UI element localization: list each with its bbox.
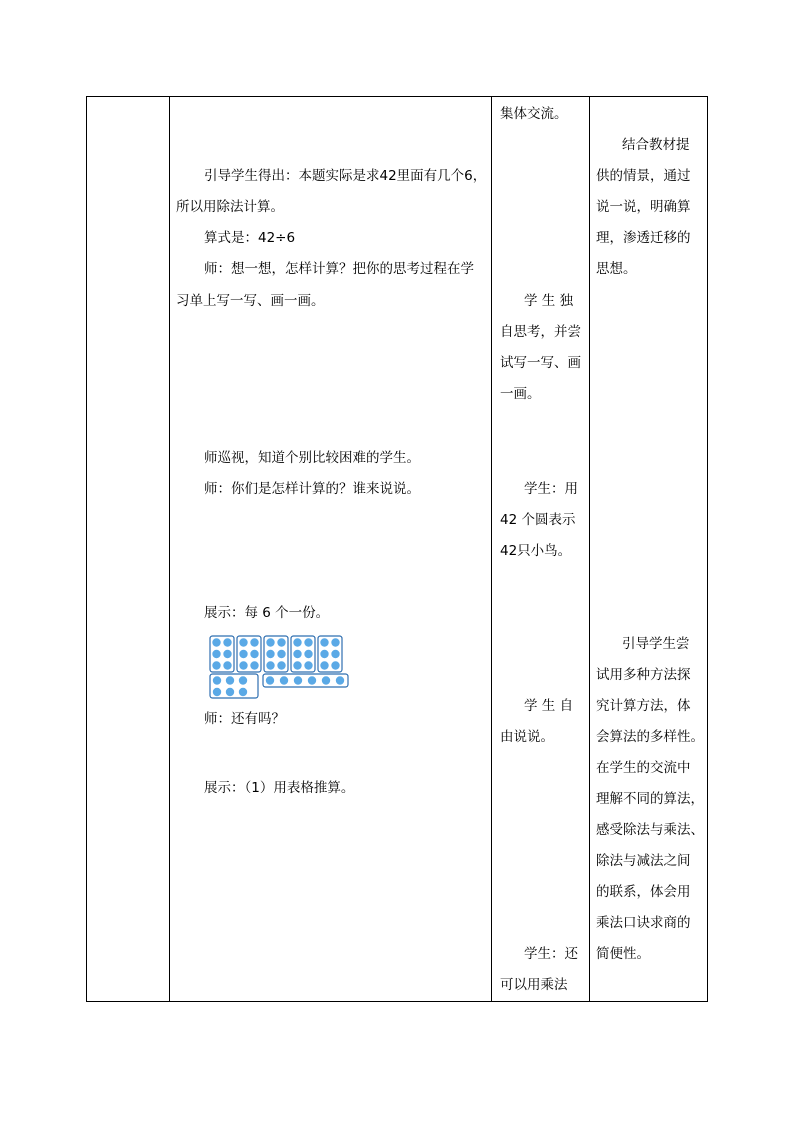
- dot: [250, 650, 258, 658]
- dot: [239, 638, 247, 646]
- dot: [250, 661, 258, 669]
- dot: [212, 650, 220, 658]
- intent-text: 的联系，体会用: [596, 884, 691, 900]
- dot: [304, 650, 312, 658]
- process-text: 习单上写一写、画一画。: [176, 293, 325, 309]
- intent-text: 思想。: [596, 261, 637, 277]
- dot: [331, 638, 339, 646]
- process-text: 所以用除法计算。: [176, 199, 284, 215]
- dot: [239, 676, 247, 684]
- dot: [280, 676, 288, 684]
- dot-grouping-figure: [209, 635, 351, 701]
- dot: [212, 661, 220, 669]
- process-column: [170, 97, 491, 1001]
- intent-column: [590, 97, 708, 1001]
- process-text: 师巡视，知道个别比较困难的学生。: [204, 450, 420, 466]
- intent-text: 乘法口诀求商的: [596, 915, 691, 931]
- dot: [266, 661, 274, 669]
- dot: [331, 650, 339, 658]
- dot: [294, 676, 302, 684]
- intent-text: 会算法的多样性。: [596, 729, 704, 745]
- student-text: 一画。: [500, 386, 541, 402]
- process-text: 展示：（1）用表格推算。: [204, 780, 355, 796]
- intent-text: 感受除法与乘法、: [596, 822, 704, 838]
- student-text: 学生：还: [524, 946, 578, 962]
- process-text: 师：还有吗？: [204, 711, 285, 727]
- dot: [277, 638, 285, 646]
- dot: [293, 650, 301, 658]
- dot: [250, 638, 258, 646]
- dot: [239, 650, 247, 658]
- intent-text: 理，渗透迁移的: [596, 230, 691, 246]
- intent-text: 除法与减法之间: [596, 853, 691, 869]
- dot: [304, 638, 312, 646]
- student-column: [492, 97, 589, 1001]
- process-text: 展示：每 6 个一份。: [204, 605, 330, 621]
- student-text: 可以用乘法: [500, 977, 568, 993]
- dot: [223, 638, 231, 646]
- process-text: 师：想一想，怎样计算？把你的思考过程在学: [204, 261, 474, 277]
- process-text: 师：你们是怎样计算的？谁来说说。: [204, 481, 420, 497]
- dot: [336, 676, 344, 684]
- dot: [277, 661, 285, 669]
- dot: [223, 650, 231, 658]
- dot: [304, 661, 312, 669]
- dot: [212, 638, 220, 646]
- dot: [308, 676, 316, 684]
- dot: [266, 638, 274, 646]
- dot: [266, 676, 274, 684]
- dot: [213, 676, 221, 684]
- dot: [266, 650, 274, 658]
- process-text: 引导学生得出：本题实际是求42里面有几个6，: [204, 168, 487, 184]
- intent-text: 结合教材提: [622, 137, 690, 153]
- student-text: 学生：用: [524, 481, 578, 497]
- division-expression: 算式是：42÷6: [204, 230, 296, 246]
- intent-text: 试用多种方法探: [596, 667, 691, 683]
- dot: [239, 661, 247, 669]
- student-text: 学 生 自: [524, 698, 574, 714]
- student-text: 集体交流。: [500, 106, 568, 122]
- intent-text: 究计算方法，体: [596, 698, 691, 714]
- student-text: 由说说。: [500, 729, 554, 745]
- intent-text: 简便性。: [596, 946, 650, 962]
- dot: [320, 650, 328, 658]
- dot: [322, 676, 330, 684]
- dot: [331, 661, 339, 669]
- dot: [293, 638, 301, 646]
- dot: [320, 638, 328, 646]
- intent-text: 供的情景，通过: [596, 168, 691, 184]
- student-text: 试写一写、画: [500, 355, 581, 371]
- intent-text: 在学生的交流中: [596, 760, 691, 776]
- dot: [239, 688, 247, 696]
- dot: [226, 688, 234, 696]
- student-text: 学 生 独: [524, 293, 574, 309]
- dot: [223, 661, 231, 669]
- dot: [213, 688, 221, 696]
- student-text: 42 个圆表示: [500, 512, 576, 528]
- dot: [277, 650, 285, 658]
- lesson-table: [86, 96, 708, 1002]
- dot: [226, 676, 234, 684]
- intent-text: 理解不同的算法，: [596, 791, 704, 807]
- student-text: 自思考，并尝: [500, 324, 581, 340]
- intent-text: 引导学生尝: [622, 636, 690, 652]
- student-text: 42只小鸟。: [500, 543, 572, 559]
- dot: [293, 661, 301, 669]
- dot: [320, 661, 328, 669]
- intent-text: 说一说，明确算: [596, 199, 691, 215]
- dot-group: [263, 674, 348, 687]
